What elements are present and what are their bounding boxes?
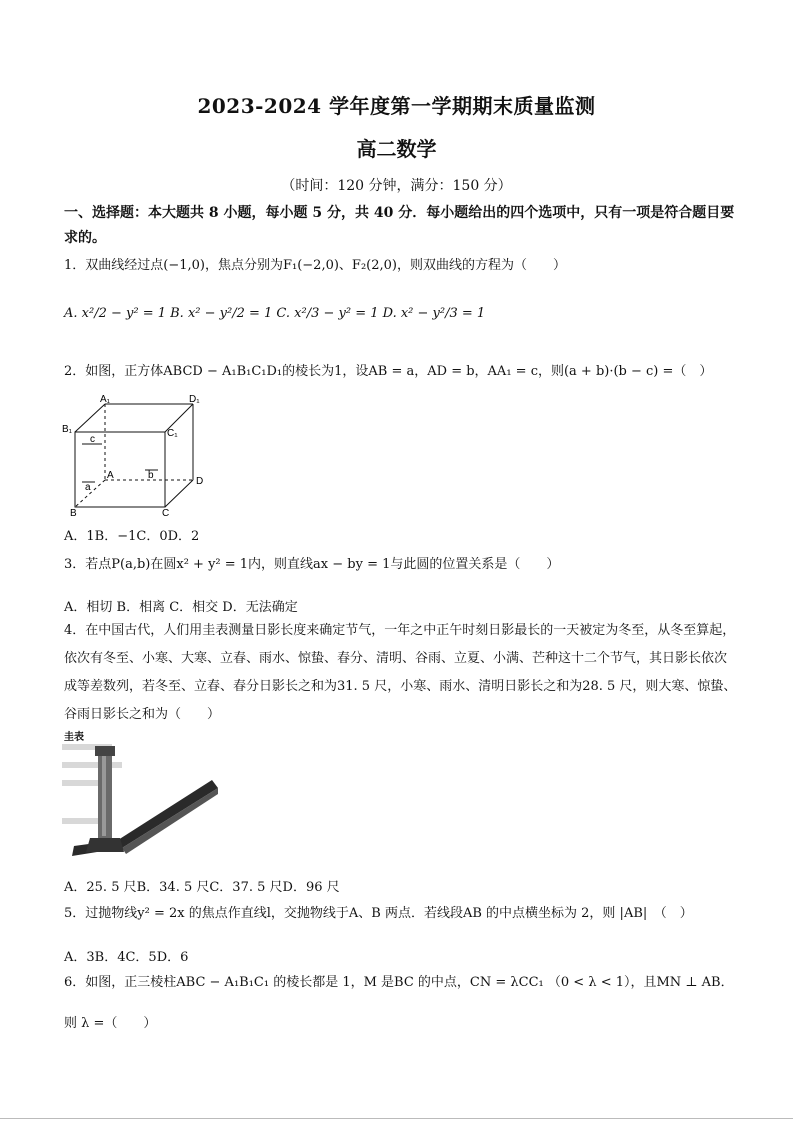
gnomon-photo-drawing: [62, 728, 218, 864]
label-c1: C₁: [167, 428, 178, 439]
cube-figure: [60, 392, 220, 516]
section-heading: 一、选择题：本大题共 8 小题，每小题 5 分，共 40 分．每小题给出的四个选项中，只有一项是符合题目要求的。: [64, 205, 735, 246]
question-5-stem: 5．过抛物线y² = 2x 的焦点作直线l，交抛物线于A、B 两点．若线段AB 的中点横坐标为 2，则 |AB| （ ）: [64, 906, 693, 921]
label-vec-c: c: [90, 434, 95, 445]
page-title: 2023-2024 学年度第一学期期末质量监测: [197, 94, 596, 118]
page-subtitle: 高二数学: [356, 137, 437, 161]
question-2-stem: 2．如图，正方体ABCD − A₁B₁C₁D₁的棱长为1，设AB = a，AD = b，AA₁ = c，则(a + b)·(b − c) =（ ）: [64, 364, 713, 379]
question-4-stem: 4．在中国古代，人们用圭表测量日影长度来确定节气，一年之中正午时刻日影最长的一天被定为冬至，从冬至算起，依次有冬至、小寒、大寒、立春、雨水、惊蛰、春分、清明、谷雨、立夏、小满、芒种这十二个节气，其日影长依次成等差数列，若冬至、立春、春分日影长之和为31. 5 尺，小寒、雨水、清明日影长之和为28. 5 尺，则大寒、惊蛰、谷雨日影长之和为（ ）: [64, 623, 737, 722]
question-2-options: A．1B．−1C．0D．2: [64, 529, 200, 544]
label-a1: A₁: [100, 394, 111, 405]
question-6-stem-continued: 则 λ =（ ）: [64, 1016, 157, 1031]
time-info: （时间：120 分钟，满分：150 分）: [281, 178, 512, 194]
question-6-stem: 6．如图，正三棱柱ABC − A₁B₁C₁ 的棱长都是 1，M 是BC 的中点，CN = λCC₁ （0 < λ < 1），且MN ⊥ AB．: [64, 975, 734, 990]
question-5-options: A．3B．4C．5D．6: [64, 950, 189, 965]
gnomon-photo: [62, 728, 218, 864]
label-d: D: [196, 476, 204, 487]
label-d1: D₁: [189, 394, 200, 405]
label-b1: B₁: [62, 424, 73, 435]
cube-edge: [75, 404, 105, 432]
gnomon-photo-label: 圭表: [64, 732, 84, 743]
question-3-stem: 3．若点P(a,b)在圆x² + y² = 1内，则直线ax − by = 1与此圆的位置关系是（ ）: [64, 557, 560, 572]
label-b: B: [70, 508, 77, 516]
label-vec-b: b: [148, 470, 154, 481]
page-bottom-divider: [0, 1118, 793, 1119]
question-3-options: A．相切 B．相离 C．相交 D．无法确定: [64, 600, 298, 615]
label-vec-a: a: [85, 482, 91, 493]
label-c: C: [162, 508, 170, 516]
question-1-stem: 1．双曲线经过点(−1,0)，焦点分别为F₁(−2,0)、F₂(2,0)，则双曲线的方程为（ ）: [64, 258, 566, 273]
question-1-options: A. x²/2 − y² = 1 B. x² − y²/2 = 1 C. x²/3 − y² = 1 D. x² − y²/3 = 1: [64, 306, 486, 321]
label-a: A: [107, 470, 114, 481]
cube-edge: [165, 480, 193, 507]
question-4-options: A．25. 5 尺B．34. 5 尺C．37. 5 尺D．96 尺: [64, 880, 340, 895]
